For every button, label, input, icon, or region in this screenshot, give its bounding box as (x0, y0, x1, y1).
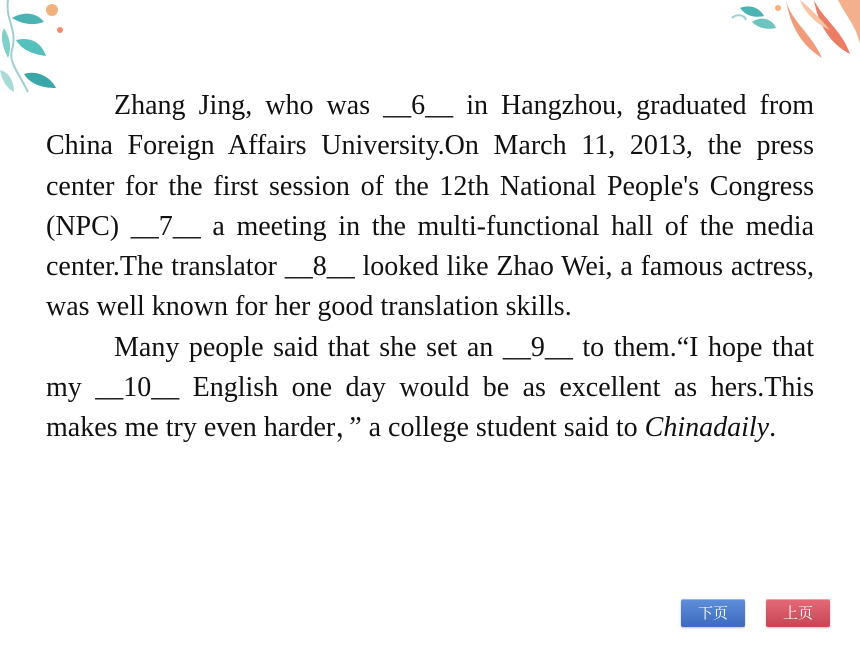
passage-paragraph-2 (46, 328, 814, 449)
paragraph-2-end: . (769, 412, 777, 444)
next-page-button[interactable]: 下页 (681, 599, 745, 627)
passage-paragraph-1 (46, 86, 814, 328)
paragraph-1-text: Zhang Jing, who was __6__ in Hangzhou, graduated from China Foreign Affairs University.On March 11, 2013, the press center for the first session of the 12th National People's Congress (NPC) __7__ a meeting in the multi-functional hall of the media center.The translator __8__ looked like Zhao Wei, a famous actress, was well known for her good translation skills. (46, 90, 814, 323)
passage-text (46, 86, 814, 449)
newspaper-name: Chinadaily (644, 412, 770, 444)
previous-page-button[interactable]: 上页 (766, 599, 830, 627)
floral-decoration-top-right (730, 0, 860, 75)
paragraph-2-text: Many people said that she set an __9__ to them.“I hope that my __10__ English one day would be as excellent as hers.This makes me try even harder，” a college student said to (46, 331, 814, 444)
floral-decoration-top-left (0, 0, 80, 95)
